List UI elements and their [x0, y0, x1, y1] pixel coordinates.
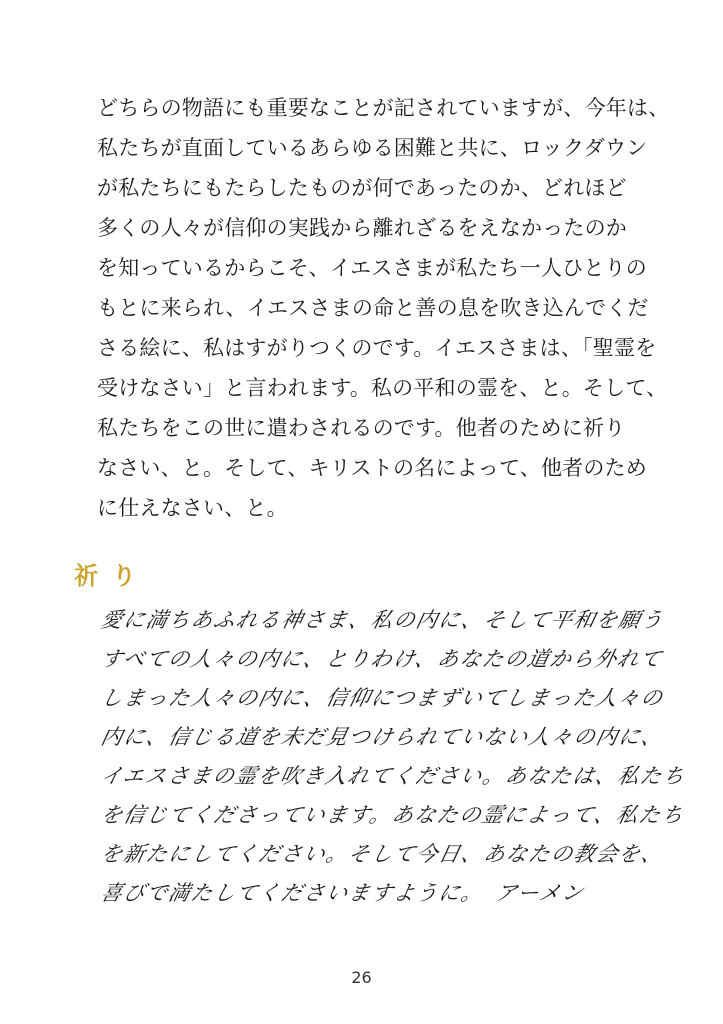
prayer-line: を新たにしてください。そして今日、あなたの教会を、	[98, 842, 667, 866]
body-line: さる絵に、私はすがりつくのです。イエスさまは、「聖霊を	[97, 336, 657, 360]
body-line: どちらの物語にも重要なことが記されていますが、今年は、	[97, 96, 670, 120]
prayer-line: イエスさまの霊を吹き入れてください。あなたは、私たち	[98, 764, 688, 788]
body-line: を知っているからこそ、イエスさまが私たち一人ひとりの	[97, 256, 647, 280]
prayer-line: 内に、信じる道を未だ見つけられていない人々の内に、	[98, 725, 667, 749]
prayer-line: を信じてくださっています。あなたの霊によって、私たち	[98, 803, 687, 827]
prayer-heading: 祈り	[74, 562, 150, 590]
body-line: 多くの人々が信仰の実践から離れざるをえなかったのか	[97, 216, 627, 240]
body-line: 私たちをこの世に遣わされるのです。他者のために祈り	[97, 416, 626, 440]
prayer-line: 愛に満ちあふれる神さま、私の内に、そして平和を願う	[98, 608, 667, 632]
body-line: 私たちが直面しているあらゆる困難と共に、ロックダウン	[97, 136, 648, 160]
page-number: 26	[351, 968, 372, 987]
body-line: に仕えなさい、と。	[97, 496, 288, 520]
prayer-line: すべての人々の内に、とりわけ、あなたの道から外れて	[98, 647, 666, 671]
prayer-line: しまった人々の内に、信仰につまずいてしまった人々の	[98, 686, 666, 710]
body-line: なさい、と。そして、キリストの名によって、他者のため	[97, 456, 647, 480]
body-paragraph	[97, 88, 670, 528]
body-line: もとに来られ、イエスさまの命と善の息を吹き込んでくだ	[97, 296, 649, 320]
body-line: が私たちにもたらしたものが何であったのか、どれほど	[97, 176, 627, 200]
prayer-line: 喜びで満たしてくださいますように。 アーメン	[98, 881, 587, 905]
body-line: 受けなさい」と言われます。私の平和の霊を、と。そして、	[97, 376, 668, 400]
prayer-paragraph	[97, 601, 688, 913]
